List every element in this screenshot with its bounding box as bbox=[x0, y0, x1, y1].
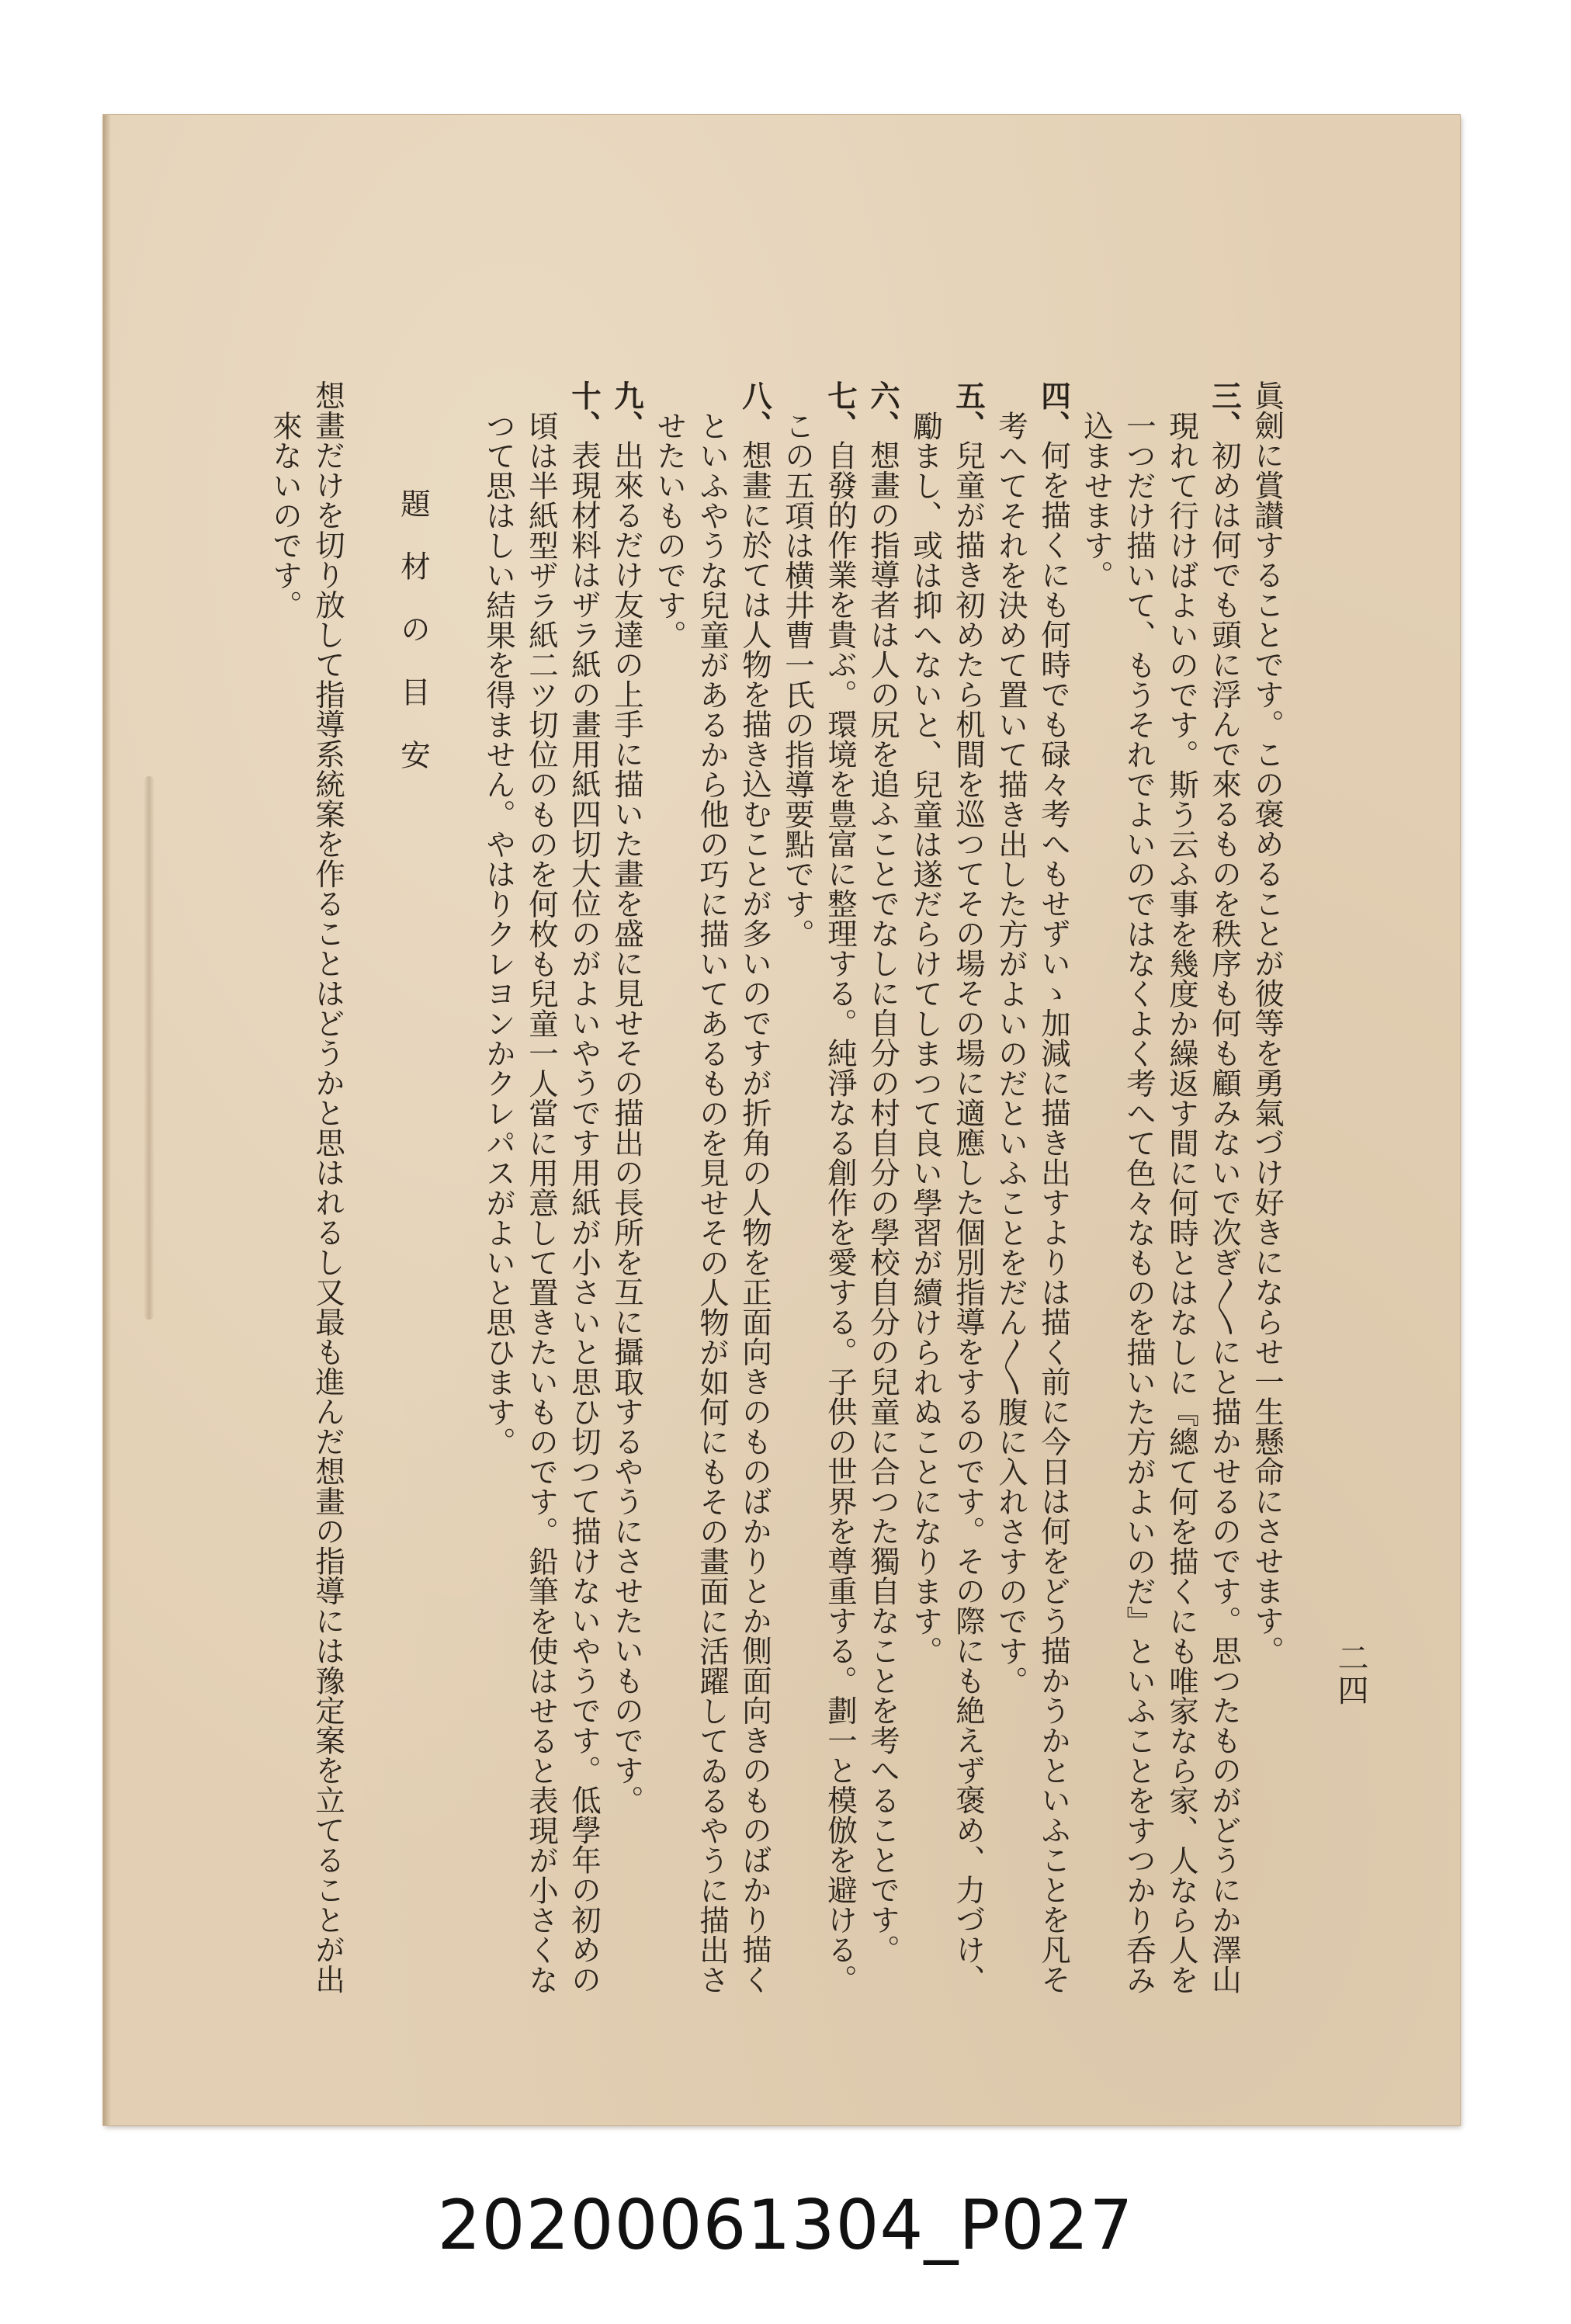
list-item-8 bbox=[648, 380, 776, 1995]
page-edge-shadow bbox=[103, 115, 111, 2125]
list-item-text: 出來るだけ友達の上手に描いた畫を盛に見せその描出の長所を互に攝取するやうにさせたいものです。 bbox=[609, 440, 644, 1815]
closing-paragraph bbox=[264, 380, 349, 1995]
closing-paragraph-text: 想畫だけを切り放して指導系統案を作ることはどうかと思はれるし又最も進んだ想畫の指導には豫定案を立てることが出來ないのです。 bbox=[268, 380, 345, 1994]
list-item-3 bbox=[1075, 380, 1246, 1995]
list-item-number: 四、 bbox=[1036, 380, 1071, 440]
list-item-number: 十、 bbox=[567, 380, 602, 440]
list-item-7 bbox=[776, 380, 862, 1995]
list-item-4 bbox=[990, 380, 1075, 1995]
list-item-text: 兒童が描き初めたら机間を巡つてその場その場に適應した個別指導をするのです。その際にも絶えず褒め、力づけ、勵まし、或は抑へないと、兒童は遂だらけてしまつて良い學習が續けられぬことになります。 bbox=[908, 410, 986, 1994]
list-item-number: 八、 bbox=[737, 380, 772, 440]
list-item-text: 想畫に於ては人物を描き込むことが多いのですが折角の人物を正面向きのものばかりとか側面向きのものばかり描くといふやうな兒童があるから他の巧に描いてあるものを見せその人物が如何にもその畫面に活躍してゐるやうに描出させたいものです。 bbox=[652, 410, 772, 1994]
list-item-text: 初めは何でも頭に浮んで來るものを秩序も何も顧みないで次ぎ〳〵にと描かせるのです。思つたものがどうにか澤山現れて行けばよいのです。斯う云ふ事を幾度か繰返す間に何時とはなしに『總て何を描くにも唯家なら家、人なら人を一つだけ描いて、もうそれでよいのではなくよく考へて色々なものを描いた方がよいのだ』といふことをすつかり呑み込ませます。 bbox=[1079, 410, 1242, 1994]
section-heading: 題材の目安 bbox=[396, 487, 431, 802]
list-item-number: 七、 bbox=[823, 380, 858, 440]
vertical-text-body bbox=[268, 380, 1288, 1995]
list-item-number: 三、 bbox=[1207, 380, 1242, 440]
list-item-number: 五、 bbox=[951, 380, 986, 440]
list-item-6 bbox=[862, 380, 904, 1995]
list-item-number: 六、 bbox=[865, 380, 900, 440]
list-item-text: 自發的作業を貴ぶ。環境を豊富に整理する。純淨なる創作を愛する。子供の世界を尊重する。劃一と模倣を避ける。この五項は横井曹一氏の指導要點です。 bbox=[780, 410, 858, 1994]
list-item-number: 九、 bbox=[609, 380, 644, 440]
list-item-9 bbox=[605, 380, 648, 1995]
list-item-text: 想畫の指導者は人の尻を追ふことでなしに自分の村自分の學校自分の兒童に合つた獨自なことを考へることです。 bbox=[865, 440, 900, 1965]
list-item-text: 表現材料はザラ紙の畫用紙四切大位のがよいやうです用紙が小さいと思ひ切つて描けないやうです。低學年の初めの頃は半紙型ザラ紙二ツ切位のものを何枚も兒童一人當に用意して置きたいものです。鉛筆を使はせると表現が小さくなつて思はしい結果を得ません。やはりクレヨンかクレパスがよいと思ひます。 bbox=[481, 410, 602, 1994]
list-item-10 bbox=[477, 380, 605, 1995]
lead-paragraph: 眞劍に賞讃することです。この褒めることが彼等を勇氣づけ好きにならせ一生懸命にさせます。 bbox=[1250, 380, 1285, 1666]
binding-crease bbox=[144, 776, 154, 1320]
list-item-text: 何を描くにも何時でも碌々考へもせずいゝ加減に描き出すよりは描く前に今日は何をどう描かうかといふことを凡そ考へてそれを決めて置いて描き出した方がよいのだといふことをだん〳〵腹に入れさすのです。 bbox=[994, 410, 1071, 1994]
catalog-id-label: 20200061304_P027 bbox=[437, 2185, 1134, 2265]
page-number: 二四 bbox=[1333, 1642, 1368, 1707]
list-item-5 bbox=[904, 380, 990, 1995]
